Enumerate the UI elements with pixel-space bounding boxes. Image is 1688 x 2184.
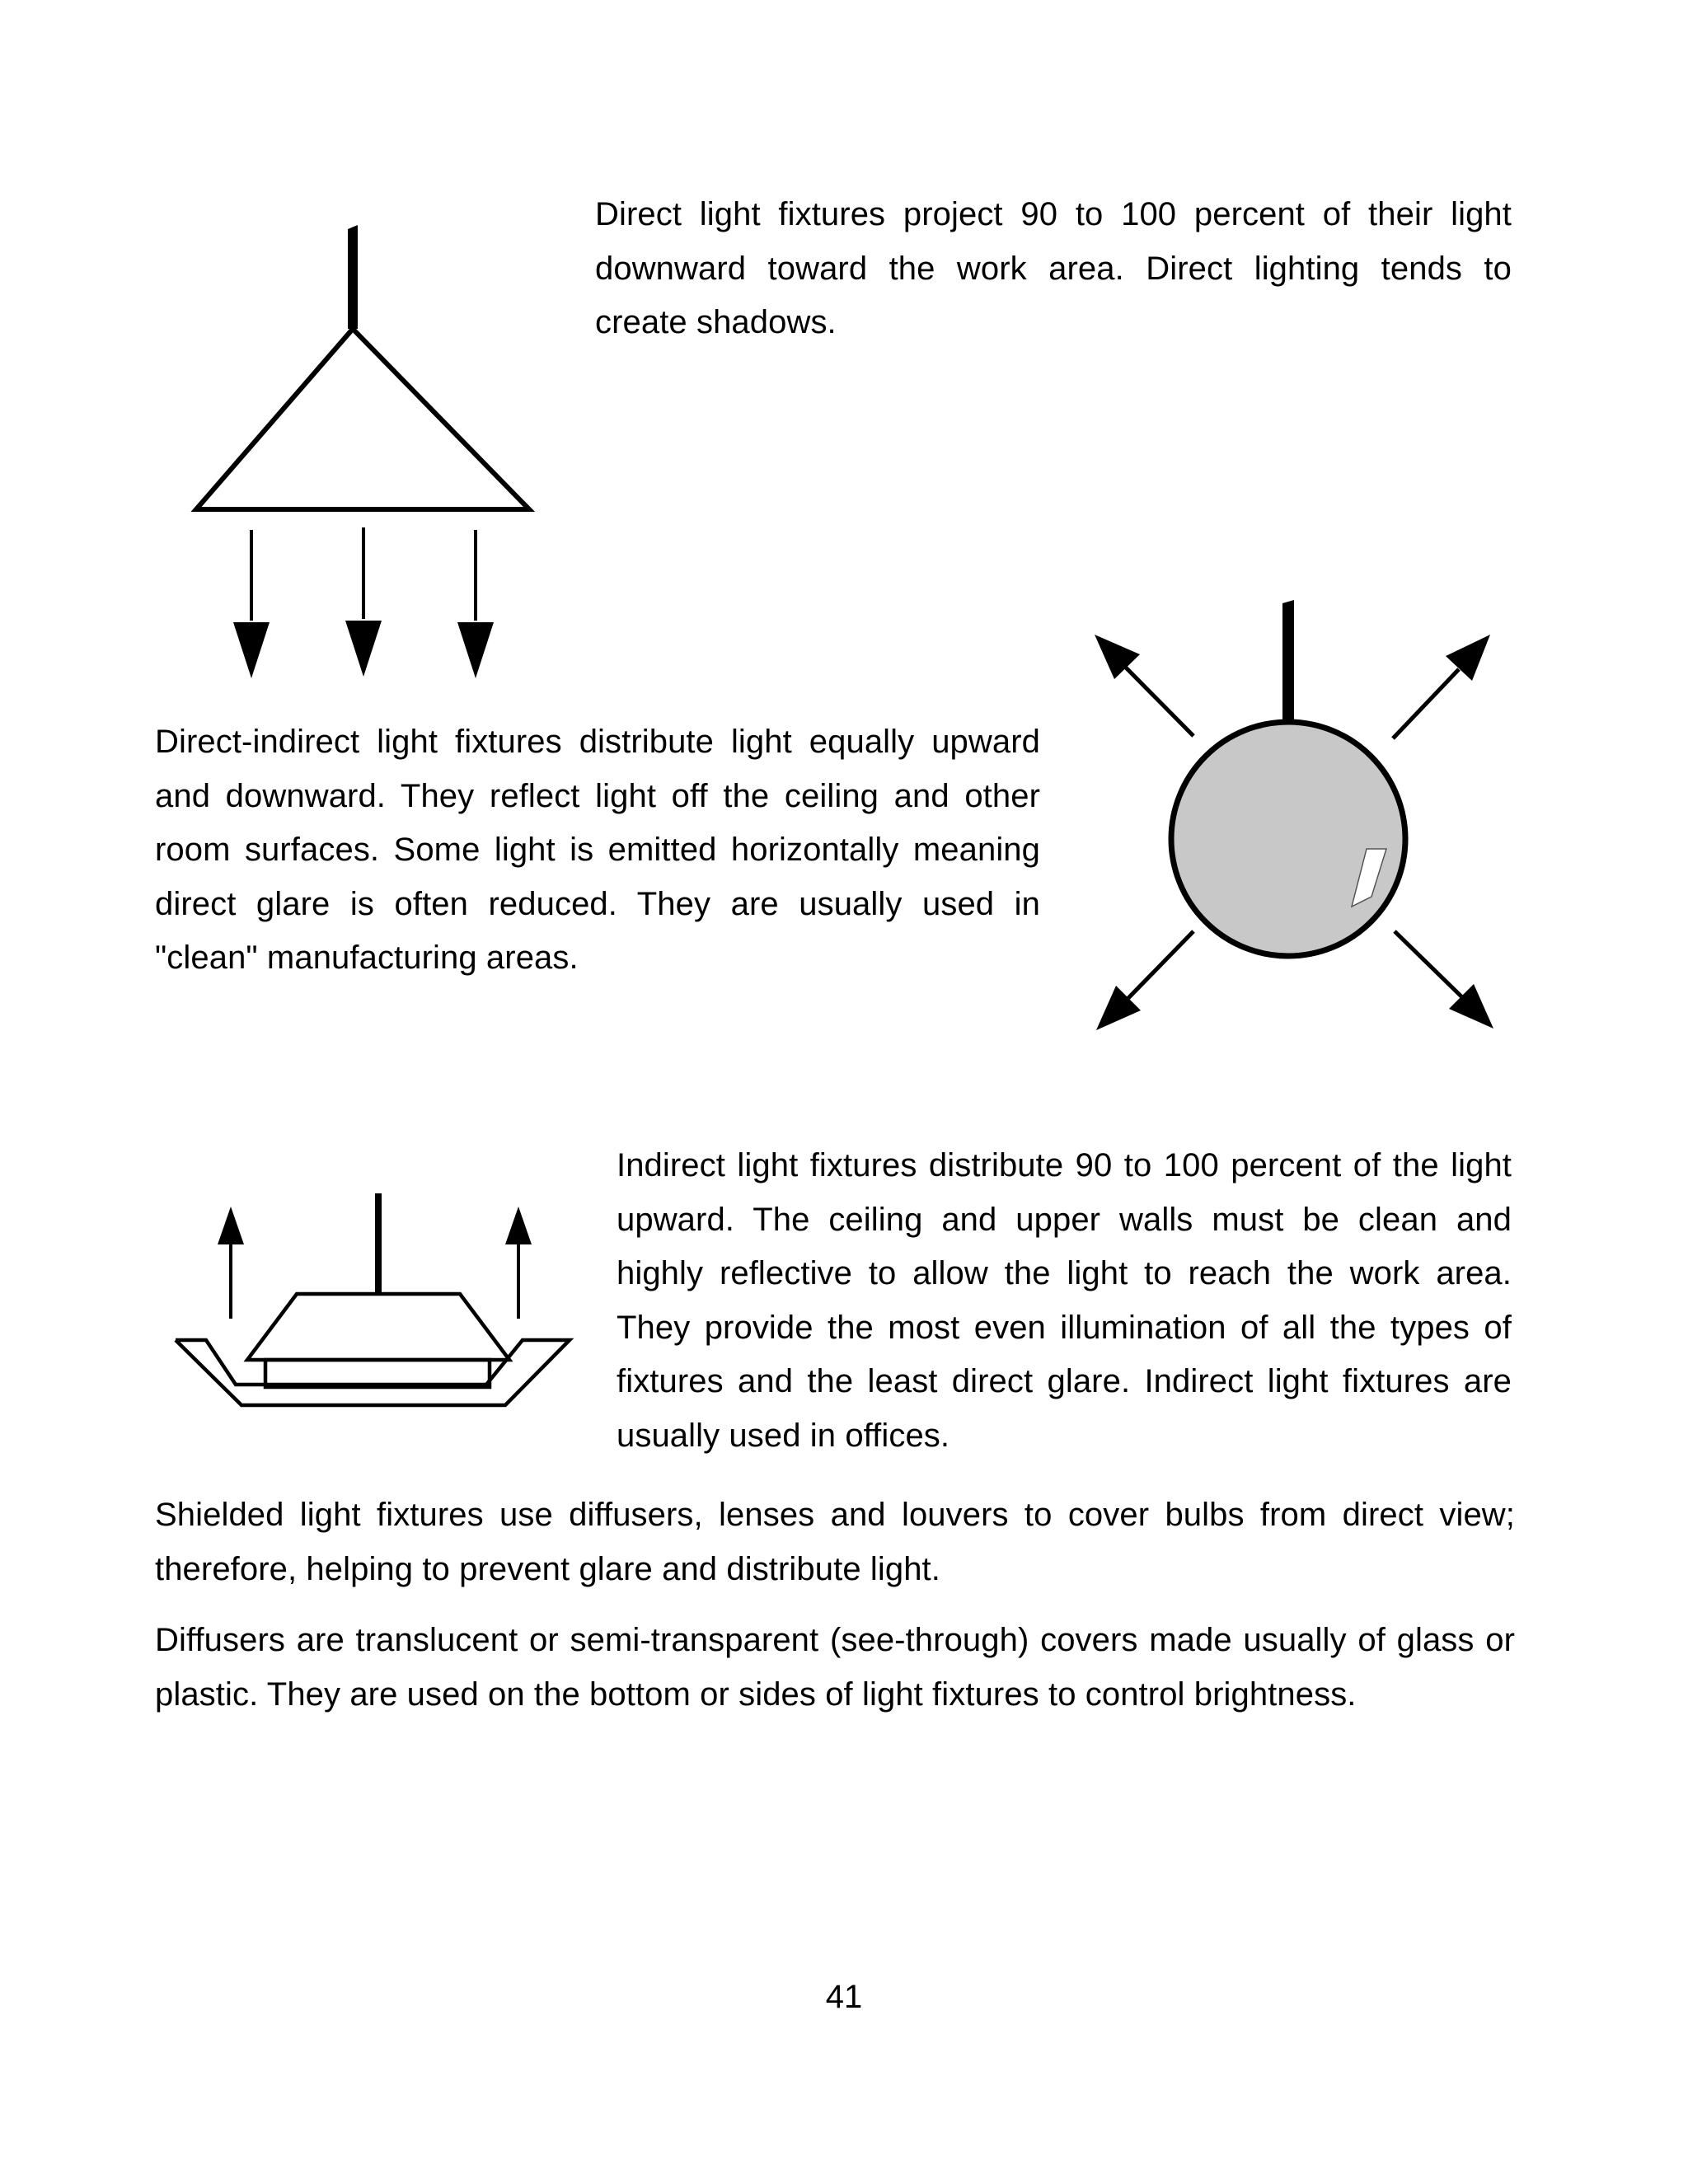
upward-arrows-icon [218,1207,532,1319]
fixture-outer-tray [176,1340,570,1405]
diffusers-description: Diffusers are translucent or semi-transparent (see-through) covers made usually of glass or plastic. They are used on the bottom or sides of light fixtures to control brightness. [155,1622,1515,1713]
indirect-fixture-description: Indirect light fixtures distribute 90 to 100 percent of the light upward. The ceiling and upper walls must be clean and highly reflective to allow the light to reach the work area. They provide the most even illumination of all the types of fixtures and the least direct glare. Indirect light fixtures are usually used in offices. [617,1147,1512,1454]
fixture-cord [348,225,358,329]
direct-indirect-fixture-description: Direct-indirect light fixtures distribute light equally upward and downward. They reflect light off the ceiling and other room surfaces. Some light is emitted horizontally meaning direct glare is often reduced. They are usually used in "clean" manufacturing areas. [155,724,1040,976]
fixture-shade [196,329,529,509]
direct-light-fixture-icon [190,227,544,688]
shielded-fixture-description: Shielded light fixtures use diffusers, lenses and louvers to cover bulbs from direct view; therefore, helping to prevent glare and distribute light. [155,1497,1515,1587]
indirect-light-fixture-icon [171,1193,584,1414]
direct-fixture-description: Direct light fixtures project 90 to 100 percent of their light downward toward the work area. Direct lighting tends to create shadows. [595,196,1512,340]
downward-arrows-icon [233,527,494,678]
page-number: 41 [825,1979,863,2015]
fixture-body [247,1294,509,1360]
fixture-cord [1282,600,1294,722]
globe [1171,722,1405,956]
direct-indirect-light-fixture-icon [1086,600,1515,1053]
